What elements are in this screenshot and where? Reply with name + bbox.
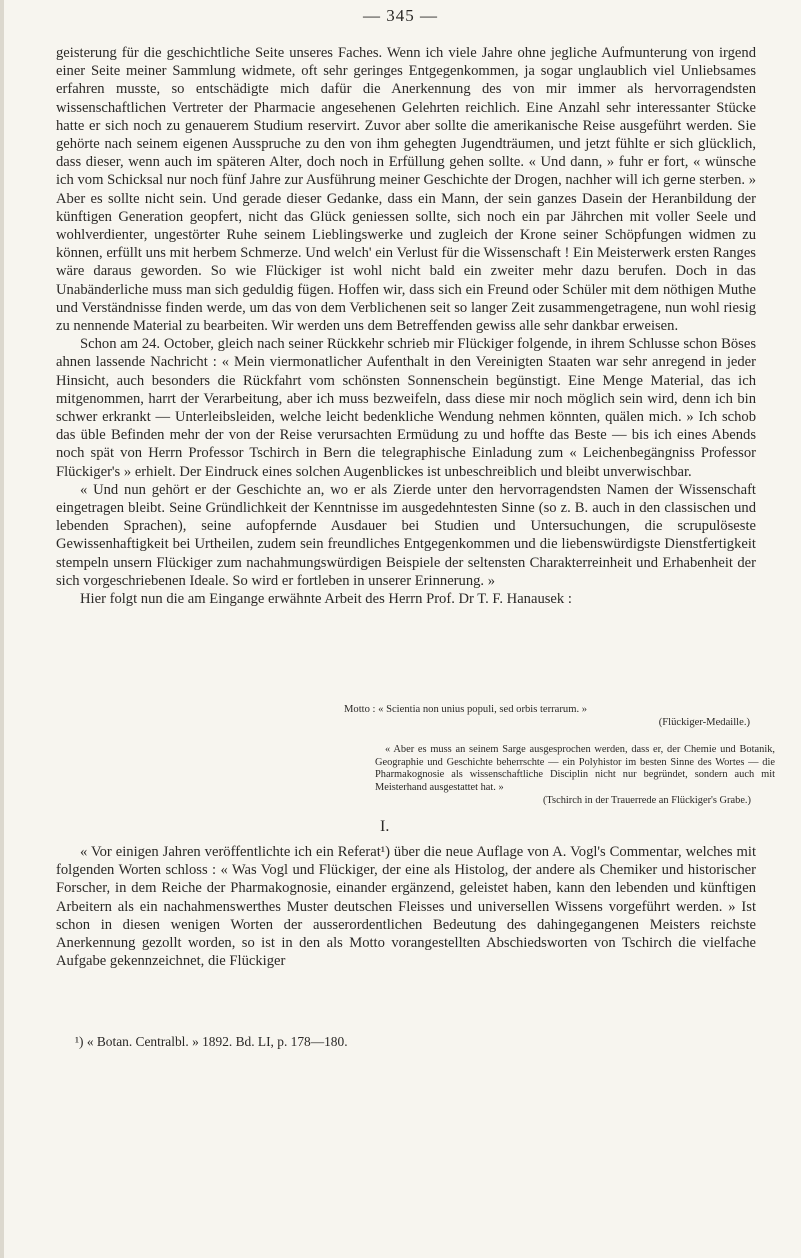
section-paragraph: « Vor einigen Jahren veröffentlichte ich ein Referat¹) über die neue Auflage von A. Vogl's Commentar, welches mit folgenden Worten schloss : « Was Vogl und Flückiger, der eine als Histolog, der andere als Chemiker und historischer Forscher, in dem Reiche der Pharmakognosie, einander ergänzend, geleistet haben, kann den lebenden und künftigen Arbeitern als ein nachahmenswerthes Muster deutschen Fleisses und universellen Wissens vorgeführt werden. » Ist schon in diesen wenigen Worten der ausserordentlichen Bedeutung des dahingegangenen Meisters reichste Anerkennung gezollt worden, so ist in den als Motto vorangestellten Abschiedsworten von Tschirch die vielfache Aufgabe gekennzeichnet, die Flückiger [56,844,756,970]
section-text [56,843,756,970]
footnote: ¹) « Botan. Centralbl. » 1892. Bd. LI, p. 178—180. [75,1034,348,1049]
paragraph-3: « Und nun gehört er der Geschichte an, wo er als Zierde unter den hervorragendsten Namen der Wissenschaft eingetragen bleibt. Seine Gründlichkeit der Kenntnisse im ausgedehntesten Sinne (so z. B. auch in den classischen und lebenden Sprachen), seine aufopfernde Ausdauer bei Studien und Untersuchungen, die scrupulöseste Gewissenhaftigkeit bei Urtheilen, zudem sein freundliches Entgegenkommen und die liebenswürdigste Dienstfertigkeit stempeln unsern Flückiger zum nachahmungswürdigen Beispiele der seltensten Charakterreinheit und Erhabenheit der sich vorgeschriebenen Ideale. So wird er fortleben in unserer Erinnerung. » [56,481,756,589]
motto-text: Motto : « Scientia non unius populi, sed orbis terrarum. » [344,704,588,715]
section-number: I. [380,818,390,835]
motto-quote [375,744,775,808]
motto [344,703,774,729]
motto-attribution: (Flückiger-Medaille.) [658,717,750,729]
main-text [56,44,756,608]
page-number: — 345 — [363,6,438,25]
paragraph-1: geisterung für die geschichtliche Seite unseres Faches. Wenn ich viele Jahre ohne jegliche Aufmunterung von irgend einer Seite meiner Sammlung widmete, oft sehr geringes Entgegenkommen, ja sogar unglaublich viel Unliebsames erfahren musste, so entschädigte mich dafür die Anerkennung des von mir immer als hervorragendsten wissenschaftlichen Vertreter der Pharmacie angesehenen Gelehrten reichlich. Eine Anzahl sehr interessanter Stücke hatte er sich noch zu genauerem Studium reservirt. Zuvor aber sollte die amerikanische Reise ausgeführt werden. Sie gehörte nach seinem eigenen Ausspruche zu den von ihm gehegten Jugendträumen, und jetzt fühlte er sich glücklich, dass dieser, wenn auch im späteren Alter, doch noch in Erfüllung gehen sollte. « Und dann, » fuhr er fort, « wünsche ich vom Schicksal nur noch fünf Jahre zur Ausführung meiner Geschichte der Drogen, nachher will ich gerne sterben. » Aber es sollte nicht sein. Und gerade dieser Gedanke, dass ein Mann, der sein ganzes Dasein der Heranbildung der künftigen Generation geopfert, nicht das Glück geniessen sollte, sich noch ein par Jährchen mit voller Seele und wohlverdienter, ungestörter Ruhe seinem Lieblingswerke und zugleich der Krone seiner Schöpfungen widmen zu können, erfüllt uns mit herbem Schmerze. Und welch' ein Verlust für die Wissenschaft ! Ein Meisterwerk ersten Ranges wäre daraus geworden. So wie Flückiger ist wohl nicht bald ein zweiter mehr dazu berufen. Doch in das Unabänderliche muss man sich geduldig fügen. Hoffen wir, dass sich ein Freund oder Schüler mit dem nöthigen Muthe und Verständnisse finden werde, um das von dem Verblichenen seit so langer Zeit zusammengetragene, nun wohl riesig zu nennende Material zu bearbeiten. Wir werden uns dem Betreffenden gewiss alle sehr dankbar erweisen. [56,45,756,335]
paragraph-2: Schon am 24. October, gleich nach seiner Rückkehr schrieb mir Flückiger folgende, in ihrem Schlusse schon Böses ahnen lassende Nachricht : « Mein viermonatlicher Aufenthalt in den Vereinigten Staaten war sehr anregend in jeder Hinsicht, auch besonders die Rückfahrt vom schönsten Sonnenschein begünstigt. Eine Menge Material, das ich mitgenommen, harrt der Verarbeitung, aber ich muss bezweifeln, dass diese mir noch möglich sein wird, denn ich bin schwer erkrankt — Unterleibsleiden, welche leicht bedenkliche Wendung nehmen könnten, quälen mich. » Ich schob das üble Befinden mehr der von der Reise verursachten Ermüdung zu und hoffte das Beste — bis ich eines Abends noch spät von Herrn Professor Tschirch in Bern die telegraphische Einladung zum « Leichenbegängniss Professor Flückiger's » erhielt. Der Eindruck eines solchen Augenblickes ist unbeschreiblich und bleibt unverwischbar. [56,336,756,480]
motto-quote-attribution: (Tschirch in der Trauerrede an Flückiger's Grabe.) [542,795,751,807]
motto-quote-text: « Aber es muss an seinem Sarge ausgesprochen werden, dass er, der Chemie und Botanik, Geographie und Geschichte beherrschte — ein Polyhistor im besten Sinne des Wortes — die Pharmakognosie als wissenschaftliche Disciplin nicht nur begründet, sondern auch mit Meisterhand ausgestattet hat. » [375,744,775,793]
page-edge [0,0,4,1258]
paragraph-4: Hier folgt nun die am Eingange erwähnte Arbeit des Herrn Prof. Dr T. F. Hanausek : [80,591,572,608]
